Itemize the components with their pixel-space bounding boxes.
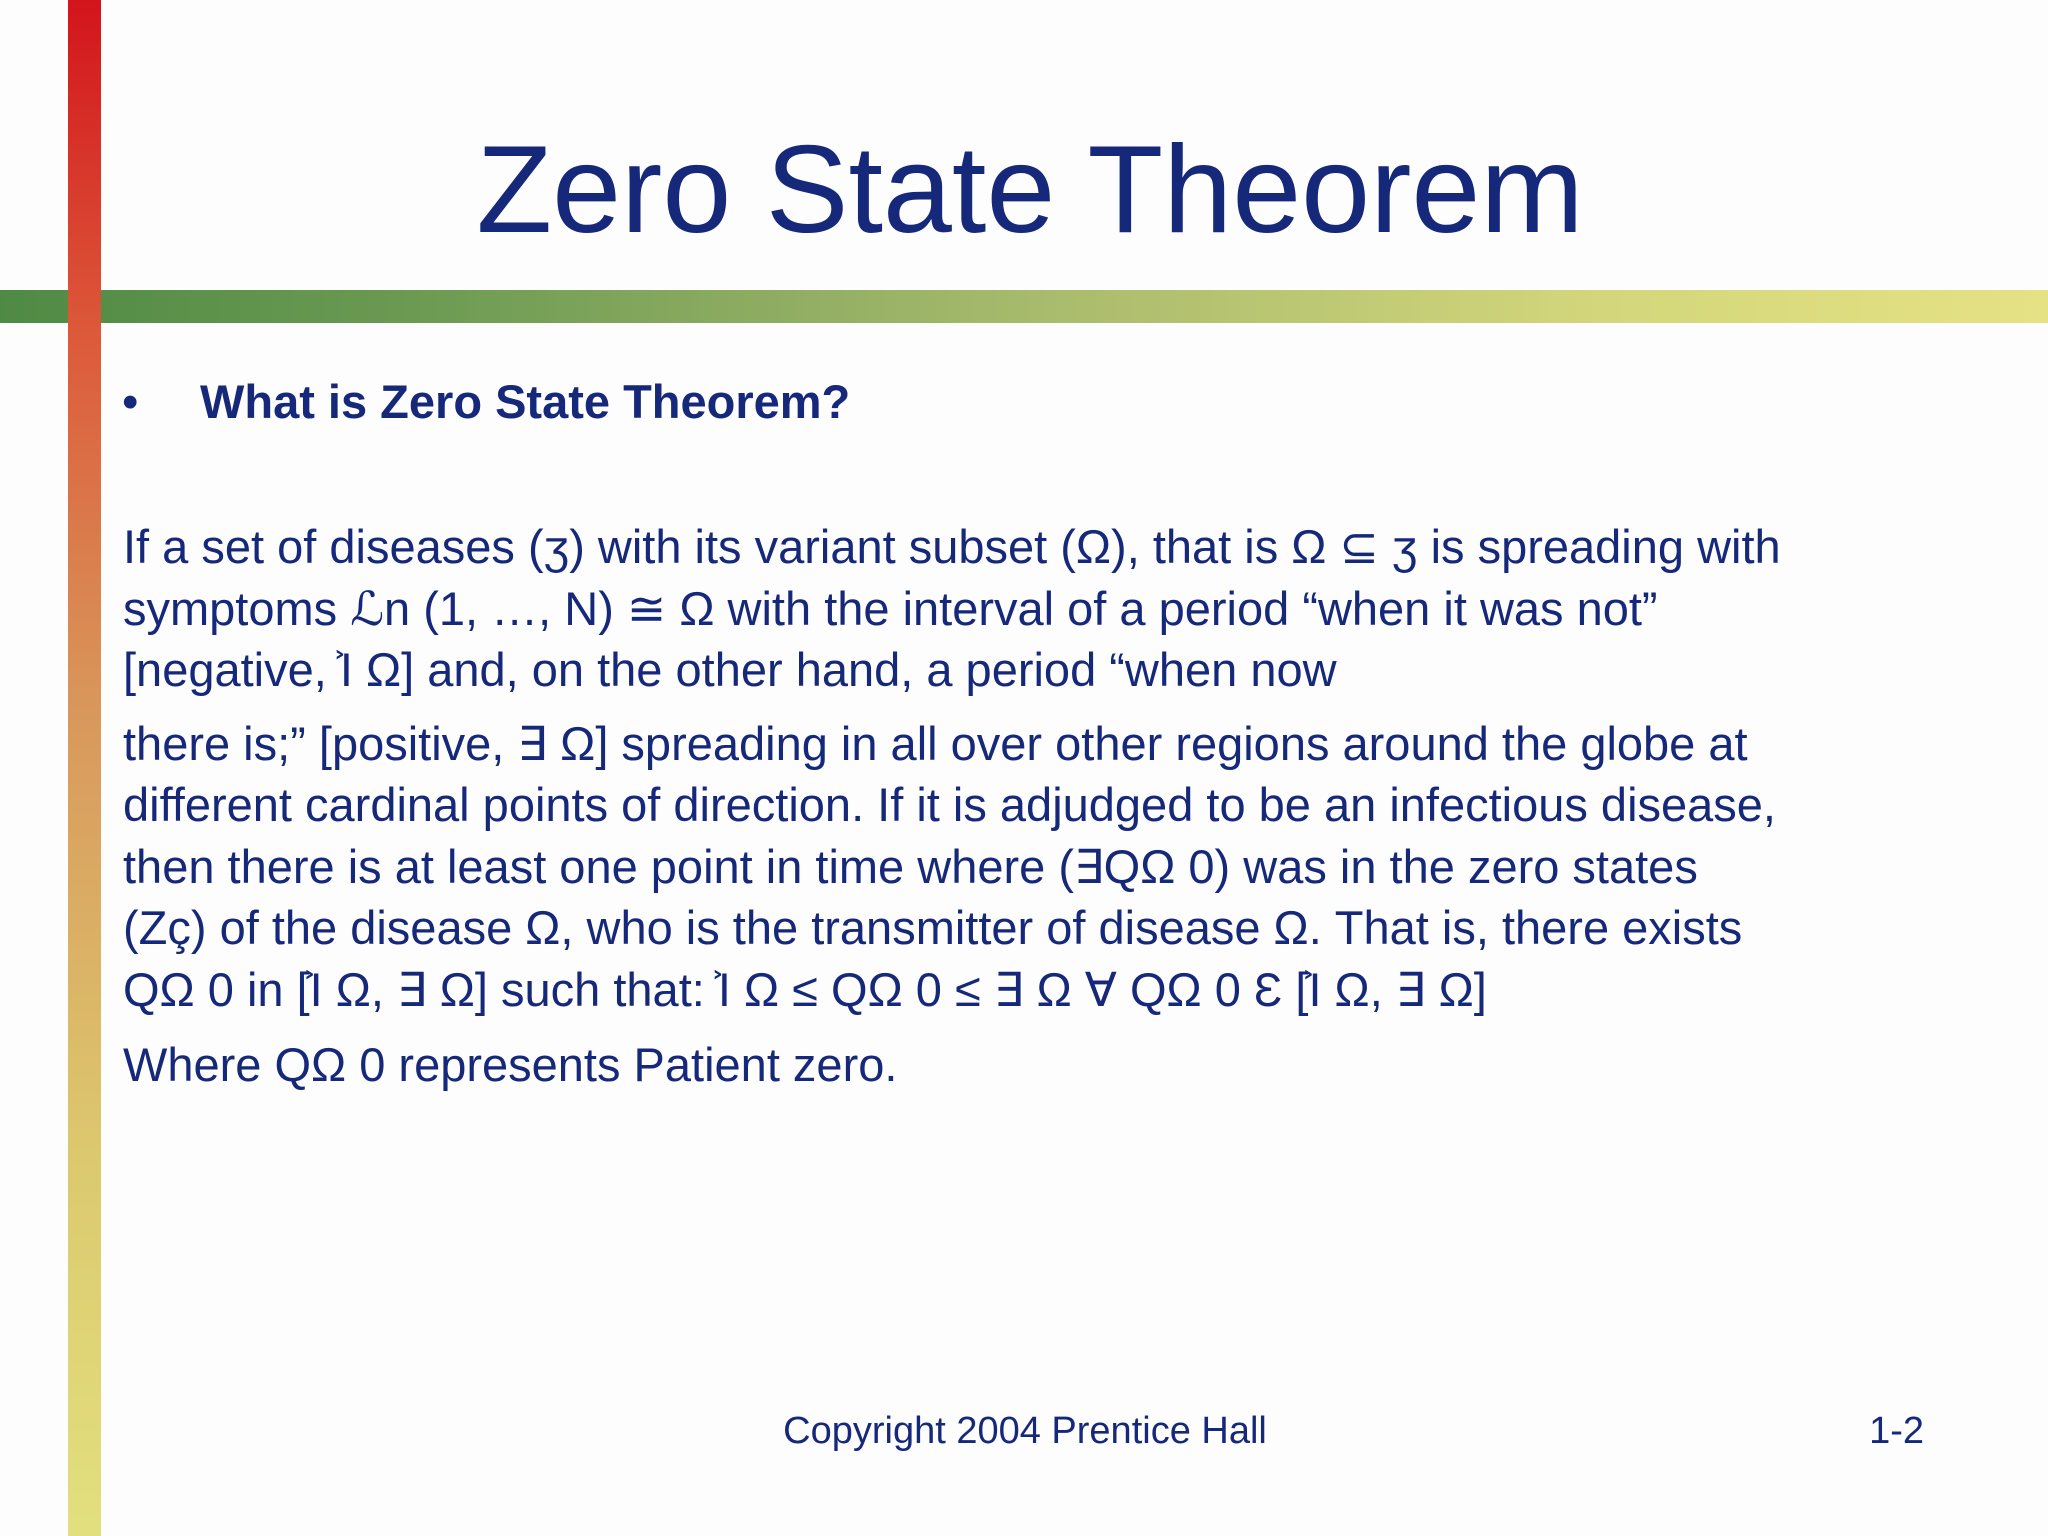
paragraph-line: different cardinal points of direction. If it is adjudged to be an infectious disease, bbox=[123, 778, 1776, 831]
horizontal-accent-bar bbox=[0, 290, 2048, 323]
paragraph-line: (Zç) of the disease Ω, who is the transmitter of disease Ω. That is, there exists bbox=[123, 901, 1743, 954]
paragraph-line: Where QΩ 0 represents Patient zero. bbox=[123, 1038, 898, 1091]
bullet-text: What is Zero State Theorem? bbox=[200, 375, 851, 428]
vertical-accent-bar bbox=[68, 0, 101, 1536]
paragraph-line: QΩ 0 in [͐Ι Ω, ∃ Ω] such that: ͐Ι Ω ≤ QΩ 0 ≤ ∃ Ω ∀ QΩ 0 Ɛ [͐Ι Ω, ∃ Ω] bbox=[123, 962, 1487, 1016]
paragraph-line: there is;” [positive, ∃ Ω] spreading in all over other regions around the globe at bbox=[123, 716, 1748, 770]
theorem-body bbox=[123, 516, 1973, 1096]
slide-title: Zero State Theorem bbox=[476, 121, 1584, 259]
paragraph-line: symptoms ℒn (1, …, N) ≅ Ω with the interval of a period “when it was not” bbox=[123, 581, 1658, 635]
bullet-question bbox=[122, 372, 850, 432]
paragraph-line: [negative, ͐Ι Ω] and, on the other hand, a period “when now bbox=[123, 643, 1337, 696]
footer-copyright: Copyright 2004 Prentice Hall bbox=[783, 1410, 1267, 1452]
bullet-marker: • bbox=[122, 375, 139, 428]
paragraph-line: If a set of diseases (ʒ) with its variant subset (Ω), that is Ω ⊆ ʒ is spreading with bbox=[123, 520, 1781, 573]
paragraph-line: then there is at least one point in time where (∃QΩ 0) was in the zero states bbox=[123, 839, 1698, 893]
page-number: 1-2 bbox=[1869, 1410, 1924, 1452]
